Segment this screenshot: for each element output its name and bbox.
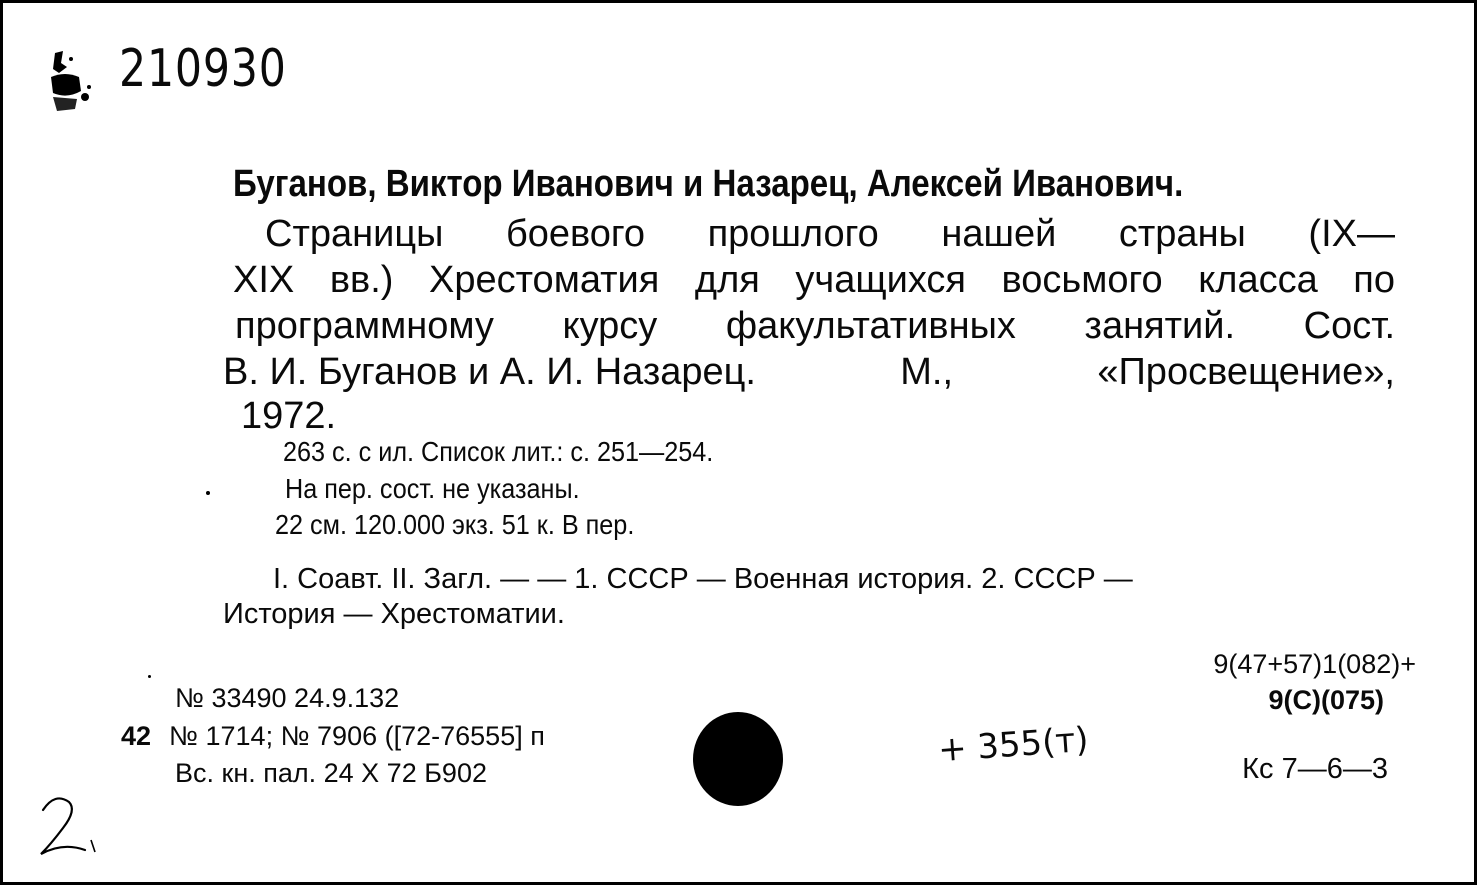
title-word: Сост.	[1303, 305, 1395, 347]
title-word: (IX—	[1308, 213, 1395, 255]
publication-year: 1972.	[241, 395, 337, 437]
registration-line-3: Вс. кн. пал. 24 Х 72 Б902	[175, 758, 487, 788]
title-segment: В. И. Буганов и А. И. Назарец.	[223, 351, 756, 393]
title-word: прошлого	[707, 213, 879, 255]
title-word: для	[694, 259, 760, 301]
handwritten-mark-icon	[33, 788, 133, 868]
title-word: учащихся	[795, 259, 966, 301]
registration-line-2	[121, 721, 545, 752]
classification-code-1: 9(47+57)1(082)+	[1213, 649, 1416, 679]
title-word: по	[1353, 259, 1395, 301]
author-heading: Буганов, Виктор Иванович и Назарец, Алексей Иванович.	[233, 163, 1184, 205]
author-sign-code: Кс 7—6—3	[1242, 753, 1388, 785]
title-word: нашей	[941, 213, 1057, 255]
title-word: восьмого	[1001, 259, 1163, 301]
title-word: боевого	[505, 213, 646, 255]
handwritten-note: + 355(т)	[936, 719, 1090, 771]
title-line-3	[235, 305, 1395, 348]
title-line-4	[223, 351, 1395, 394]
classification-code-2: 9(С)(075)	[1268, 685, 1384, 715]
title-word: вв.)	[329, 259, 394, 301]
title-line-1	[265, 213, 1395, 256]
title-segment: М.,	[900, 351, 954, 393]
subject-text: I. Соавт. II. Загл. — — 1. СССР — Военная история. 2. СССР —	[273, 563, 1133, 595]
ink-dot	[206, 491, 210, 495]
registration-line-1: № 33490 24.9.132	[175, 683, 400, 713]
title-word: программному	[235, 305, 494, 347]
title-word: страны	[1118, 213, 1246, 255]
title-line-2	[233, 259, 1395, 302]
title-word: XIX	[233, 259, 295, 301]
ink-dot	[148, 675, 151, 678]
punch-hole	[693, 712, 783, 806]
title-word: класса	[1198, 259, 1318, 301]
subject-line-2: История — Хрестоматии.	[223, 598, 565, 630]
registration-numbers: № 1714; № 7906 ([72-76555] п	[169, 721, 545, 751]
card-number: 210930	[119, 39, 287, 99]
title-word: Хрестоматия	[428, 259, 660, 301]
title-word: факультативных	[725, 305, 1016, 347]
title-word: занятий.	[1084, 305, 1236, 347]
pagination-line: 263 с. с ил. Список лит.: с. 251—254.	[283, 436, 714, 467]
subject-line-1	[273, 563, 1393, 596]
title-word: Страницы	[265, 213, 444, 255]
cover-note-line: На пер. сост. не указаны.	[285, 473, 580, 504]
edition-line: 22 см. 120.000 экз. 51 к. В пер.	[275, 509, 635, 540]
title-segment: «Просвещение»,	[1097, 351, 1395, 393]
title-word: курсу	[562, 305, 658, 347]
registration-prefix: 42	[121, 721, 152, 751]
library-stamp-icon	[45, 47, 103, 115]
